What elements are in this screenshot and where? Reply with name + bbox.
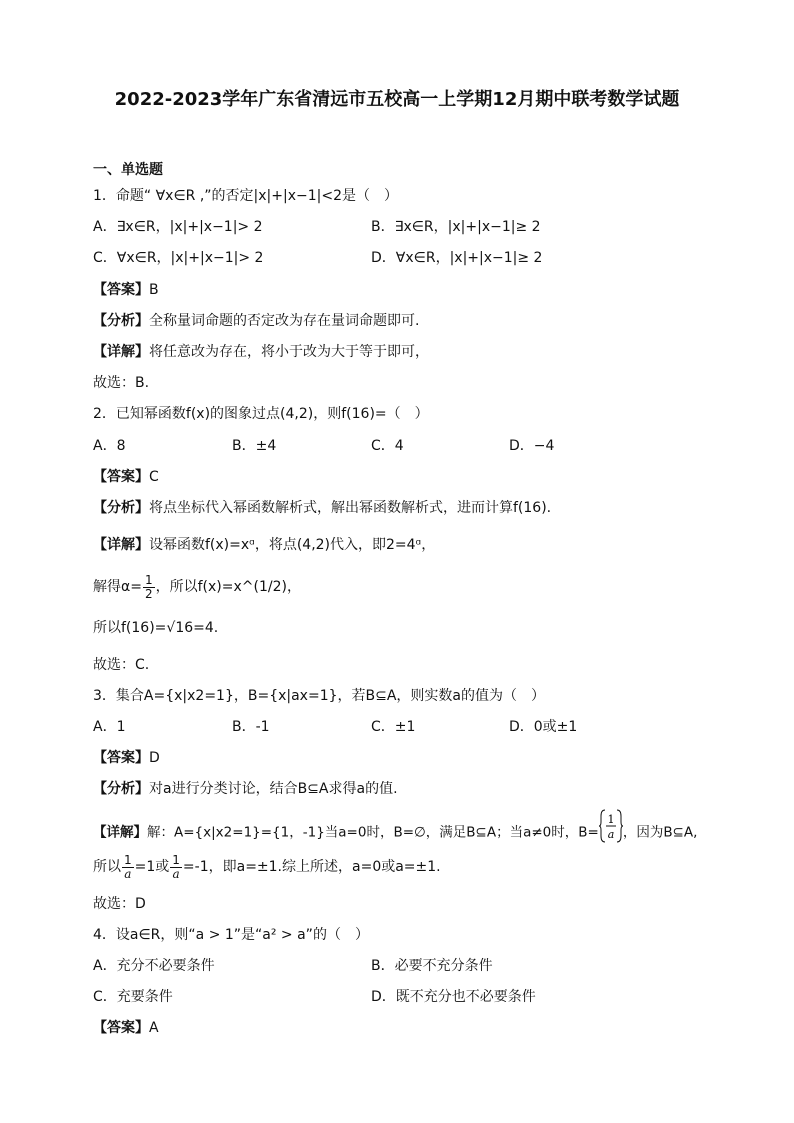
fraction-denominator: 2 [144, 586, 153, 601]
q4-option-a: A．充分不必要条件 [93, 958, 215, 974]
q4-stem: 4．设a∈R，则“a > 1”是“a² > a”的（ ） [93, 927, 369, 943]
analysis-tag: 【分析】 [93, 313, 149, 329]
answer-tag: 【答案】 [93, 750, 149, 766]
q2-so: 所以f(16)=√16=4. [93, 620, 219, 636]
detail-text: 解：A={x|x2=1}={1，-1}当a=0时，B=∅，满足B⊆A；当a≠0时，B= [147, 824, 599, 841]
analysis-text: 将点坐标代入幂函数解析式，解出幂函数解析式，进而计算f(16). [149, 500, 552, 516]
q1-option-a: A．∃x∈R，|x|+|x−1|> 2 [93, 219, 263, 235]
fraction-denominator: a [124, 866, 132, 881]
q3-stem: 3．集合A={x|x2=1}，B={x|ax=1}，若B⊆A，则实数a的值为（ ） [93, 688, 546, 704]
brace-set-icon [599, 808, 623, 844]
q2-choose: 故选：C. [93, 657, 150, 673]
q3-line2 [93, 852, 441, 882]
q3-answer [93, 748, 160, 768]
fraction [170, 854, 182, 881]
q1-detail [93, 342, 429, 362]
analysis-text: 全称量词命题的否定改为存在量词命题即可. [149, 313, 420, 329]
q2-solve [93, 572, 301, 602]
detail-tag: 【详解】 [93, 824, 147, 841]
q2-detail [93, 535, 435, 555]
detail-text: 将任意改为存在，将小于改为大于等于即可， [149, 344, 429, 360]
line2-suffix: =-1，即a=±1.综上所述，a=0或a=±1. [182, 859, 441, 875]
q3-option-d: D．0或±1 [509, 719, 578, 735]
q1-stem: 1．命题“ ∀x∈R ,”的否定|x|+|x−1|<2是（ ） [93, 188, 398, 204]
q1-answer [93, 280, 159, 300]
answer-value: C [149, 469, 159, 485]
q2-option-d: D．−4 [509, 438, 555, 454]
q4-option-d: D．既不充分也不必要条件 [371, 989, 536, 1005]
answer-tag: 【答案】 [93, 1020, 149, 1036]
q1-analysis [93, 311, 419, 331]
q2-option-c: C．4 [371, 438, 404, 454]
q1-option-b: B．∃x∈R，|x|+|x−1|≥ 2 [371, 219, 541, 235]
analysis-tag: 【分析】 [93, 500, 149, 516]
solve-suffix: ，所以f(x)=x^(1/2)， [155, 579, 301, 595]
section-heading: 一、单选题 [93, 162, 163, 178]
set-brace [599, 808, 623, 857]
line2-middle: =1或 [134, 859, 170, 875]
q2-option-b: B．±4 [232, 438, 277, 454]
fraction-denominator: a [172, 866, 180, 881]
q4-answer [93, 1018, 159, 1038]
q3-option-b: B．-1 [232, 719, 270, 735]
q1-option-c: C．∀x∈R，|x|+|x−1|> 2 [93, 250, 264, 266]
fraction-numerator: 1 [144, 572, 153, 587]
q1-option-d: D．∀x∈R，|x|+|x−1|≥ 2 [371, 250, 543, 266]
q3-analysis [93, 779, 398, 799]
fraction-numerator: 1 [124, 852, 132, 867]
analysis-tag: 【分析】 [93, 781, 149, 797]
fraction [122, 854, 134, 881]
q3-option-c: C．±1 [371, 719, 416, 735]
q1-choose: 故选：B. [93, 375, 150, 391]
answer-value: D [149, 750, 160, 766]
q2-stem: 2．已知幂函数f(x)的图象过点(4,2)，则f(16)=（ ） [93, 406, 429, 422]
q2-option-a: A．8 [93, 438, 126, 454]
answer-tag: 【答案】 [93, 282, 149, 298]
brace-denominator: a [607, 828, 615, 841]
page-title: 2022-2023学年广东省清远市五校高一上学期12月期中联考数学试题 [114, 89, 680, 110]
q3-choose: 故选：D [93, 896, 146, 912]
q3-option-a: A．1 [93, 719, 126, 735]
fraction-numerator: 1 [172, 852, 180, 867]
line2-prefix: 所以 [93, 859, 121, 875]
solve-prefix: 解得α= [93, 579, 142, 595]
q2-analysis [93, 498, 551, 518]
brace-numerator: 1 [607, 813, 615, 826]
detail-tag: 【详解】 [93, 344, 149, 360]
detail-text: 设幂函数f(x)=xᵅ，将点(4,2)代入，即2=4ᵅ， [149, 537, 436, 553]
answer-value: B [149, 282, 159, 298]
answer-value: A [149, 1020, 159, 1036]
q4-option-b: B．必要不充分条件 [371, 958, 493, 974]
q2-answer [93, 467, 159, 487]
q3-detail [93, 808, 697, 857]
q4-option-c: C．充要条件 [93, 989, 173, 1005]
fraction [143, 574, 155, 601]
detail-text-end: ，因为B⊆A, [622, 824, 698, 841]
analysis-text: 对a进行分类讨论，结合B⊆A求得a的值. [149, 781, 398, 797]
detail-tag: 【详解】 [93, 537, 149, 553]
answer-tag: 【答案】 [93, 469, 149, 485]
